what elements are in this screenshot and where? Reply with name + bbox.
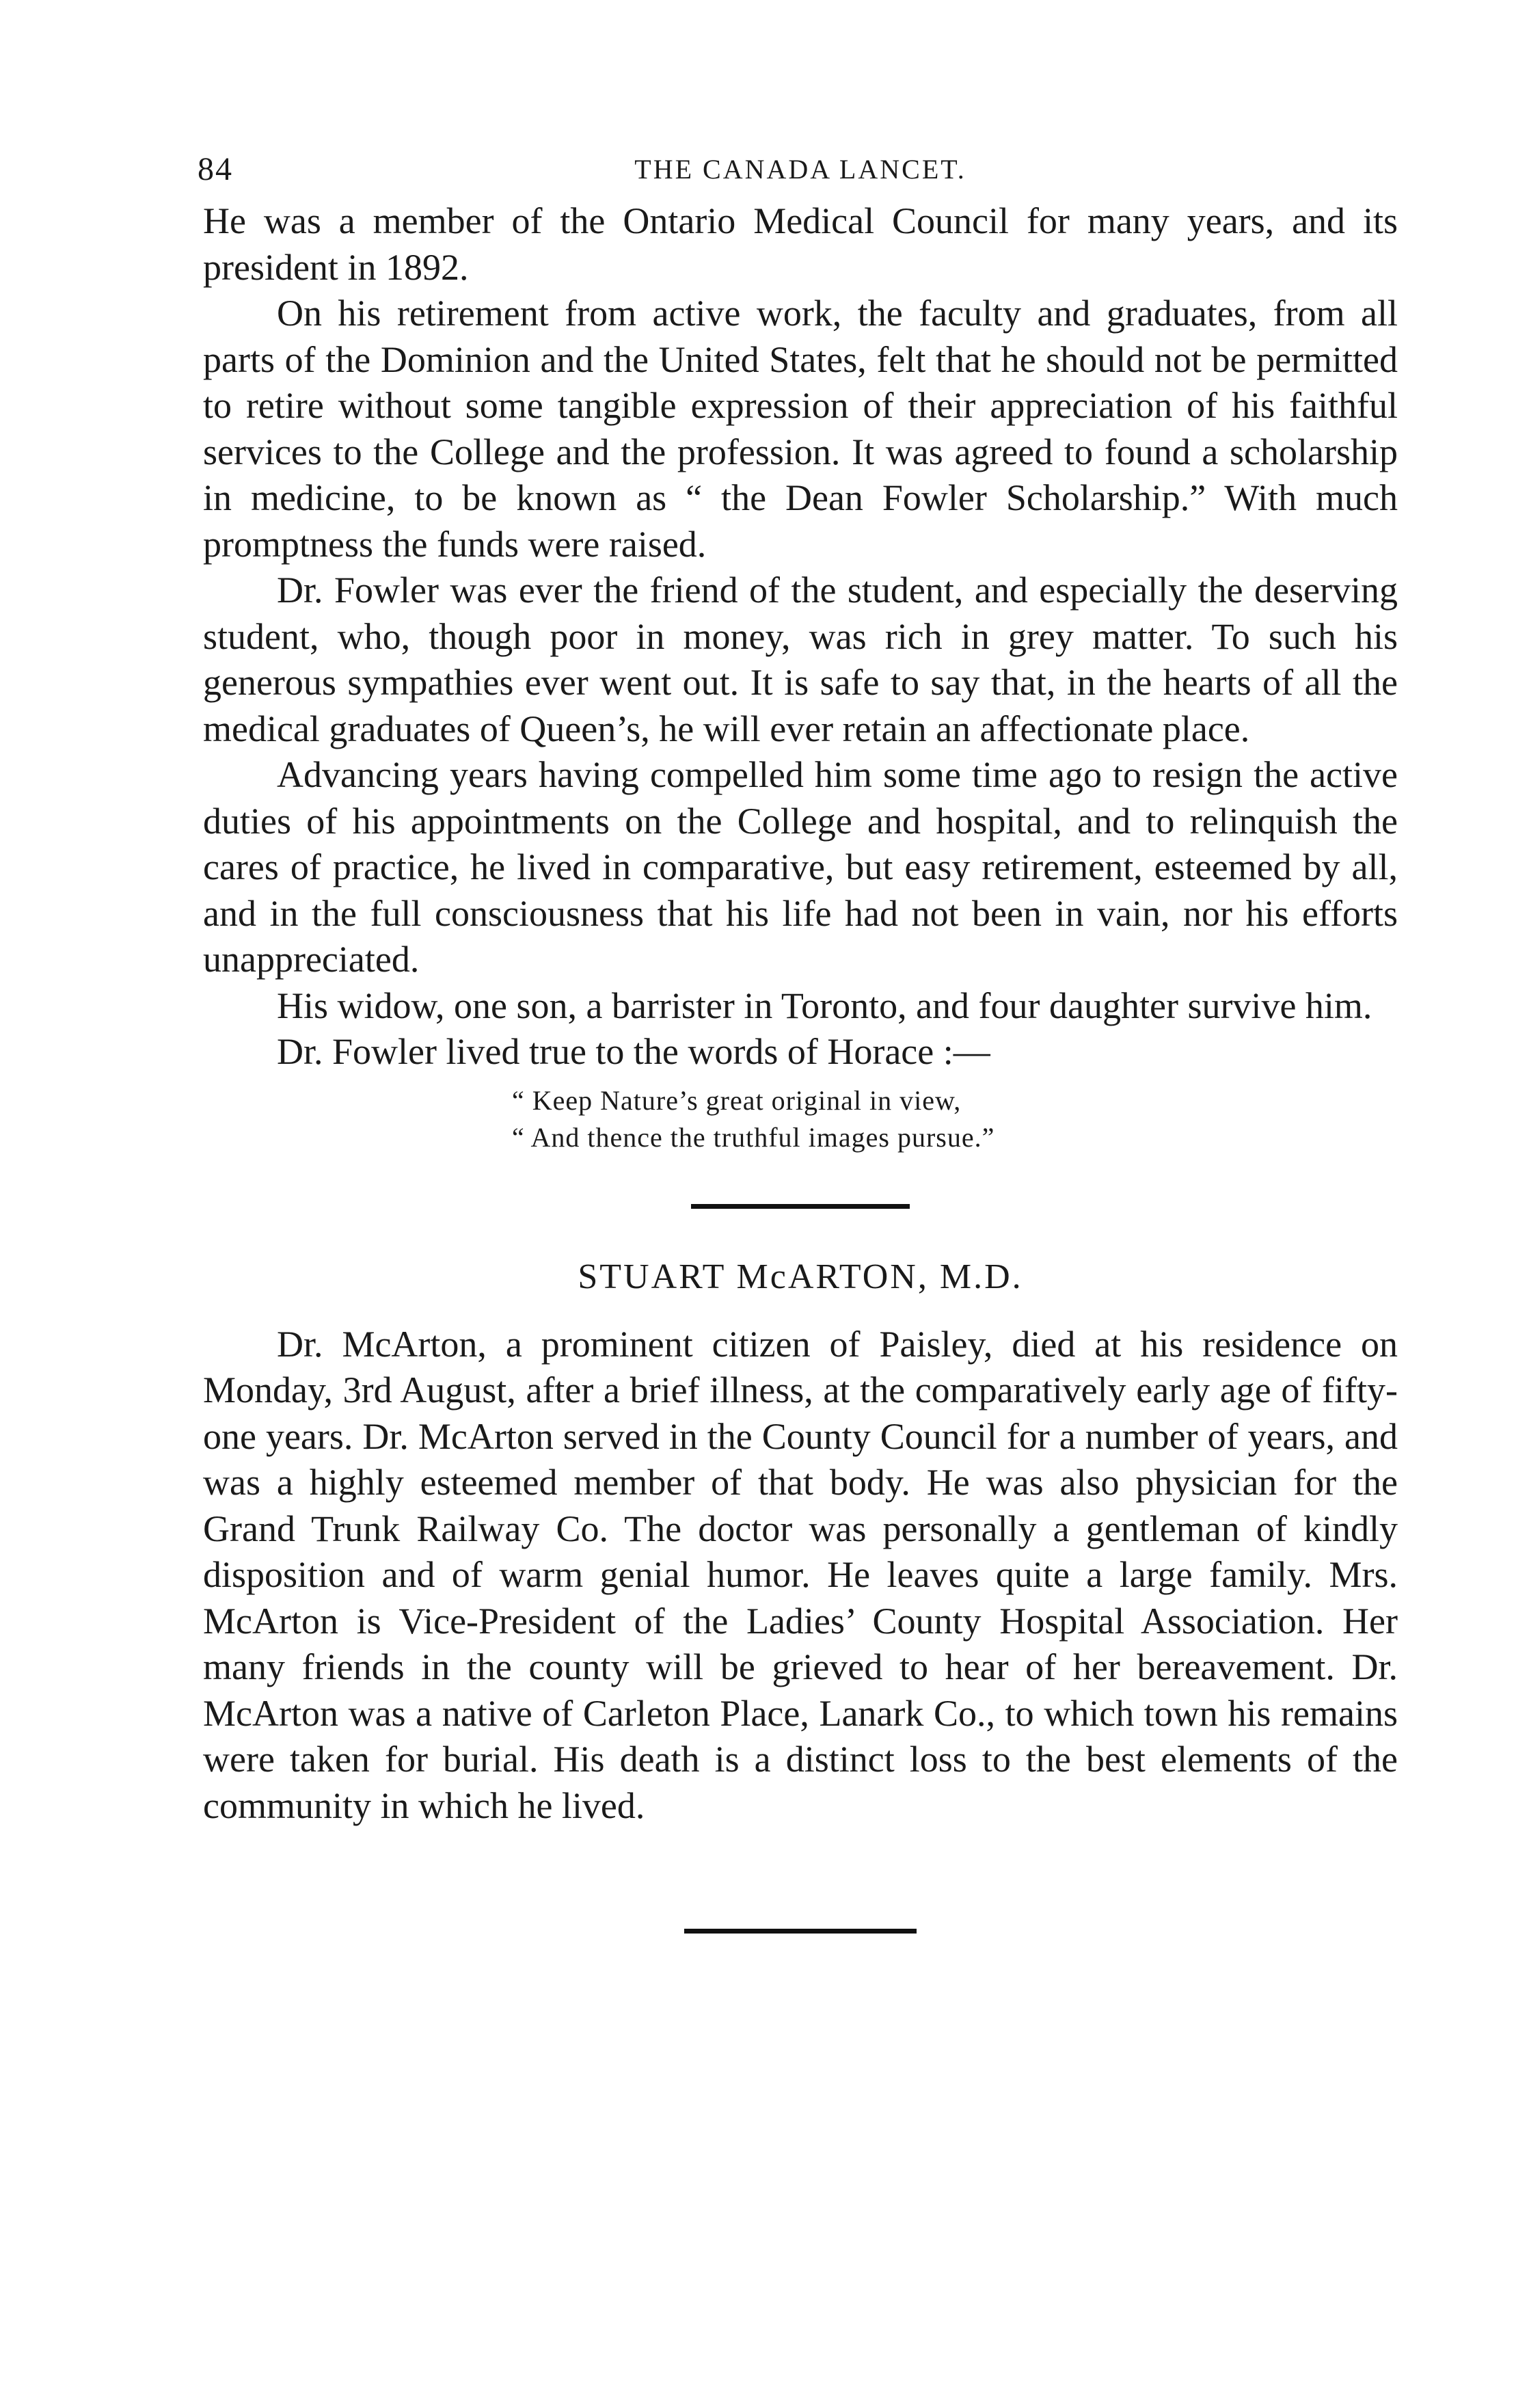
quote-line: “ Keep Nature’s great original in view, [512,1084,962,1116]
paragraph-council: He was a member of the Ontario Medical Council for many years, and its president in 1892. [203,200,1398,288]
document-page [198,150,1398,1934]
paragraph-friend-of-student: Dr. Fowler was ever the friend of the student, and especially the deserving student, who, though poor in money, was rich in grey matter. To such his generous sympathies ever went out. It is safe to say that, in the hearts of all the medical graduates of Queen’s, he will ever retain an affectionate place. [203,570,1398,749]
running-head [198,150,1398,198]
journal-title: THE CANADA LANCET. [634,154,966,185]
paragraph-survivors: His widow, one son, a barrister in Toronto, and four daughter survive him. [277,985,1372,1026]
paragraph-horace: Dr. Fowler lived true to the words of Horace :— [277,1031,990,1072]
obituary-fowler-continued [203,198,1398,1156]
obituary-title: STUART McARTON, M.D. [578,1257,1023,1296]
page-number: 84 [198,151,233,187]
horace-quote [512,1082,1398,1156]
paragraph-mcarton: Dr. McArton, a prominent citizen of Paisley, died at his residence on Monday, 3rd August, after a brief illness, at the comparatively early age of fifty-one years. Dr. McArton served in the County Council for a number of years, and was a highly esteemed member of that body. He was also physician for the Grand Trunk Railway Co. The doctor was personally a gentleman of kindly disposition and of warm genial humor. He leaves quite a large family. Mrs. McArton is Vice-President of the Ladies’ County Hospital Association. Her many friends in the county will be grieved to hear of her bereavement. Dr. McArton was a native of Carleton Place, Lanark Co., to which town his remains were taken for burial. His death is a distinct loss to the best elements of the community in which he lived. [203,1323,1398,1826]
quote-line: “ And thence the truthful images pursue.” [512,1121,995,1153]
paragraph-retirement: On his retirement from active work, the faculty and graduates, from all parts of the Dominion and the United States, felt that he should not be permitted to retire without some tangible expression of their appreciation of his faithful services to the College and the profession. It was agreed to found a scholarship in medicine, to be known as “ the Dean Fowler Scholarship.” With much promptness the funds were raised. [203,293,1398,565]
end-divider [684,1929,917,1934]
section-divider [691,1204,910,1209]
obituary-mcarton [203,1257,1398,1830]
paragraph-advancing-years: Advancing years having compelled him some time ago to resign the active duties of his appointments on the College and hospital, and to relinquish the cares of practice, he lived in comparative, but easy retirement, esteemed by all, and in the full consciousness that his life had not been in vain, nor his efforts unappreciated. [203,754,1398,980]
